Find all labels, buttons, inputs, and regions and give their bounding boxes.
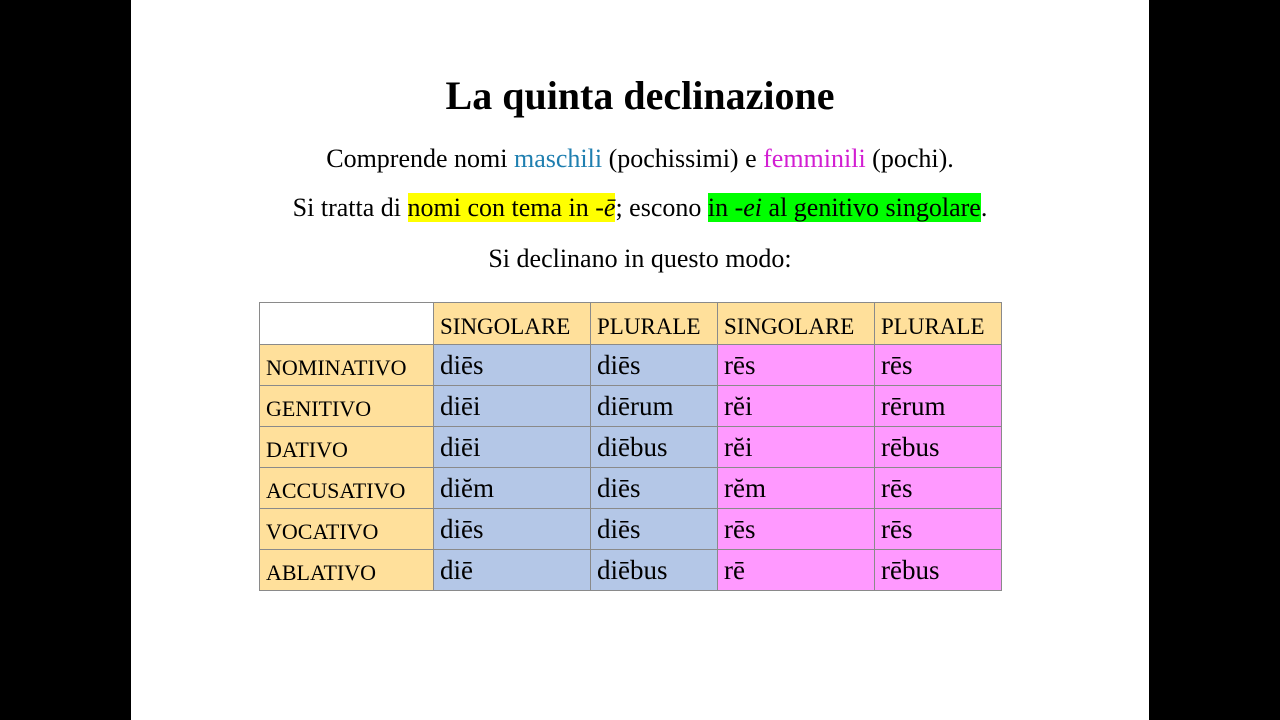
intro-text: Comprende nomi [326,144,514,173]
header-singolare: SINGOLARE [718,303,875,345]
table-row [260,345,1002,386]
case-label: VOCATIVO [260,509,434,550]
table-cell: rēbus [875,550,1002,591]
case-label: NOMINATIVO [260,345,434,386]
table-cell: rĕi [718,427,875,468]
case-label: ABLATIVO [260,550,434,591]
table-cell: rĕm [718,468,875,509]
header-singolare: SINGOLARE [434,303,591,345]
table-row [260,386,1002,427]
slide [131,0,1149,720]
table-row [260,468,1002,509]
case-label: GENITIVO [260,386,434,427]
table-cell: diēbus [591,550,718,591]
table-cell: rēs [875,468,1002,509]
intro-text: Si tratta di [292,193,408,222]
maschili-word: maschili [514,144,603,173]
table-cell: rĕi [718,386,875,427]
table-cell: diēs [591,509,718,550]
table-cell: rē [718,550,875,591]
table-cell: diēi [434,427,591,468]
table-cell: rēs [875,345,1002,386]
table-cell: diēs [434,509,591,550]
intro-line-2 [131,192,1149,224]
table-cell: diĕm [434,468,591,509]
table-cell: diēs [591,345,718,386]
intro-line-3: Si declinano in questo modo: [488,244,792,273]
table-cell: diēi [434,386,591,427]
intro-text: (pochi). [865,144,954,173]
table-cell: diēbus [591,427,718,468]
case-label: ACCUSATIVO [260,468,434,509]
table-cell: diērum [591,386,718,427]
table-corner-cell [260,303,434,345]
table-cell: rēs [718,345,875,386]
green-highlight: in -ei al genitivo singolare [707,193,981,222]
intro-text: ; escono [615,193,708,222]
case-label: DATIVO [260,427,434,468]
table-cell: rēbus [875,427,1002,468]
table-cell: diēs [434,345,591,386]
table-cell: rērum [875,386,1002,427]
intro-text: (pochissimi) e [602,144,764,173]
yellow-highlight: nomi con tema in -ē [407,193,616,222]
header-plurale: PLURALE [591,303,718,345]
header-plurale: PLURALE [875,303,1002,345]
femminili-word: femminili [763,144,866,173]
table-row [260,509,1002,550]
declension-table [259,302,1002,591]
table-header-row [260,303,1002,345]
table-cell: rēs [718,509,875,550]
table-cell: diē [434,550,591,591]
slide-title: La quinta declinazione [445,73,835,118]
intro-line-1 [131,143,1149,175]
table-row [260,427,1002,468]
intro-text: . [980,193,988,222]
table-cell: diēs [591,468,718,509]
table-row [260,550,1002,591]
table-cell: rēs [875,509,1002,550]
